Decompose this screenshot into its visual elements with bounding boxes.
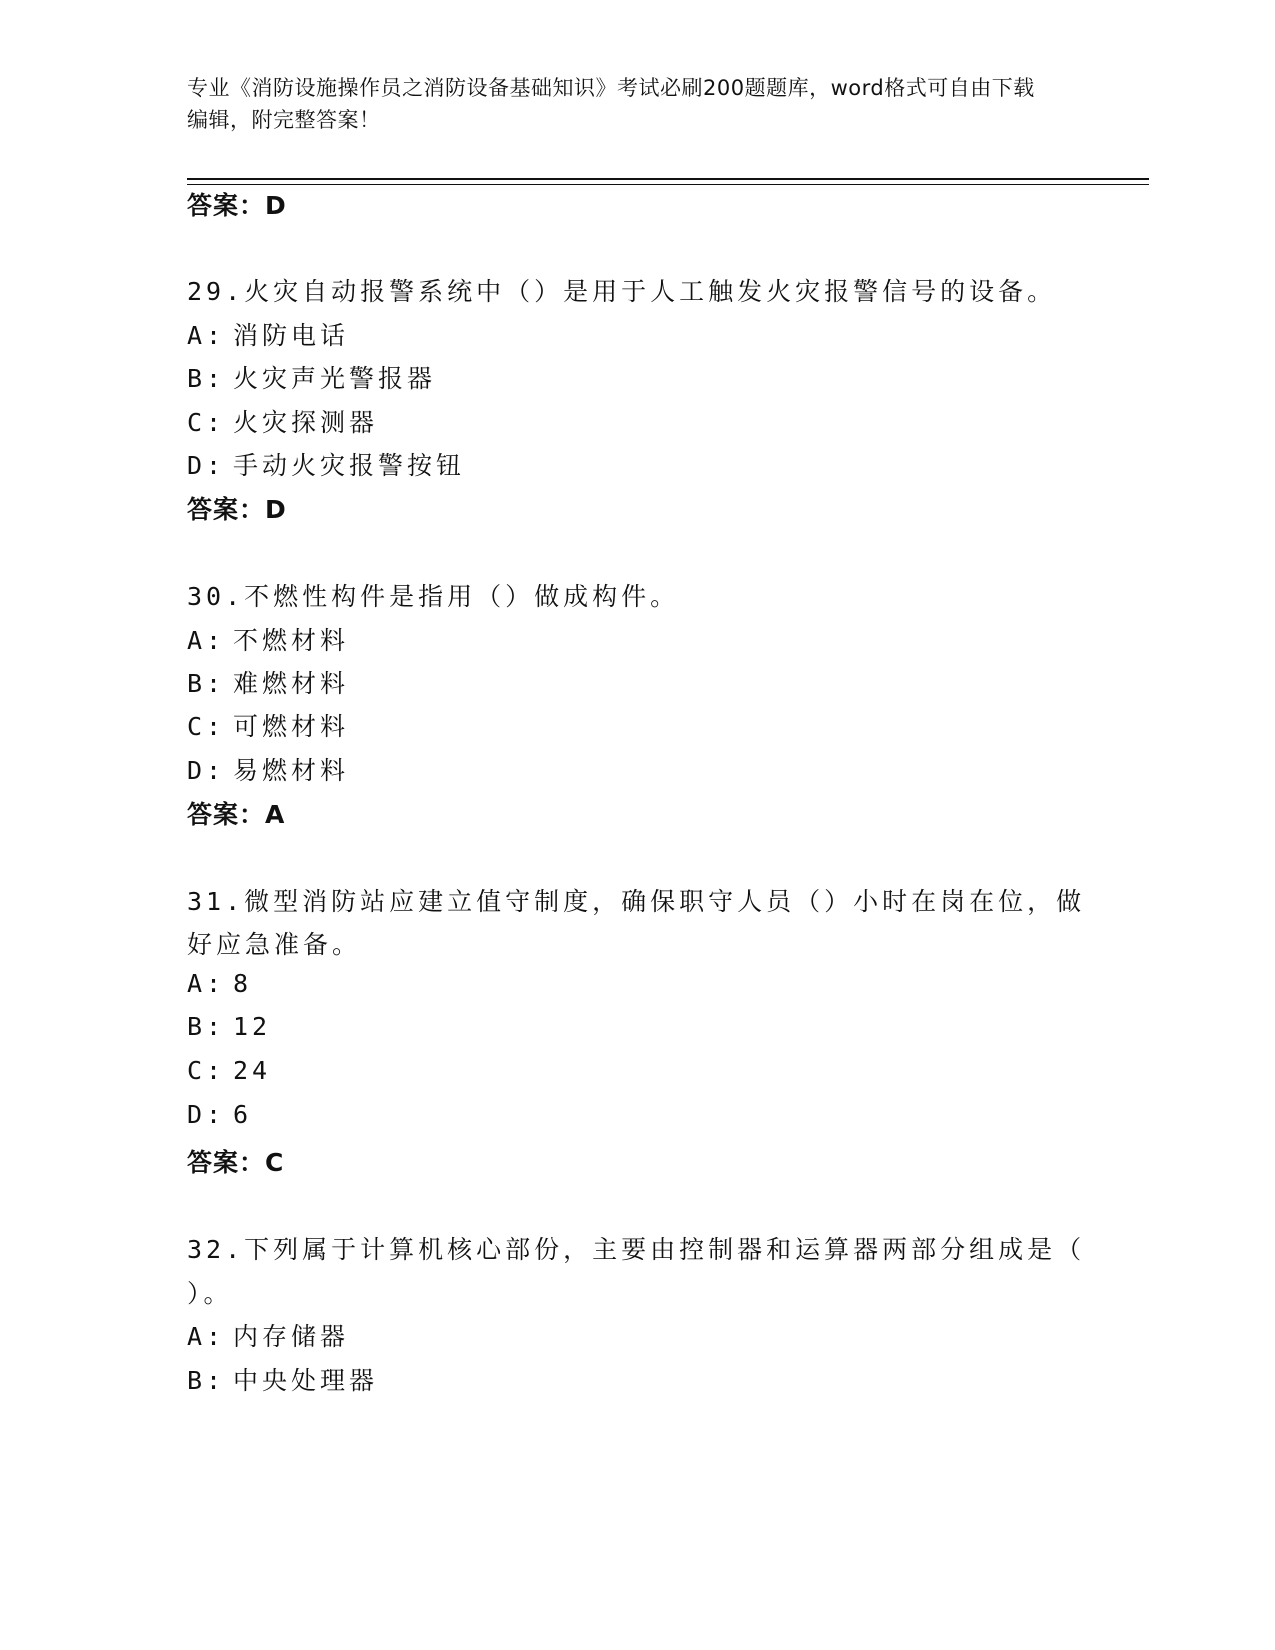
- option-a: [187, 621, 349, 657]
- option-text: 12: [233, 1012, 272, 1041]
- option-d: [187, 1100, 252, 1129]
- option-text: 消防电话: [233, 321, 350, 350]
- option-text: 手动火灾报警按钮: [233, 451, 466, 480]
- option-a: [187, 1317, 349, 1353]
- option-key: D:: [187, 451, 226, 480]
- option-key: C:: [187, 1056, 226, 1085]
- option-key: D:: [187, 756, 226, 785]
- question-stem: 29.火灾自动报警系统中（）是用于人工触发火灾报警信号的设备。: [187, 277, 1057, 306]
- option-d: [187, 751, 349, 787]
- option-key: B:: [187, 1366, 226, 1395]
- option-text: 火灾探测器: [233, 408, 379, 437]
- option-key: C:: [187, 712, 226, 741]
- option-text: 内存储器: [233, 1322, 350, 1351]
- answer-line: 答案：A: [187, 800, 286, 829]
- option-key: A:: [187, 321, 226, 350]
- option-key: B:: [187, 669, 226, 698]
- option-b: [187, 359, 436, 395]
- option-key: A:: [187, 969, 226, 998]
- answer-line: 答案：C: [187, 1148, 285, 1177]
- option-text: 6: [233, 1100, 253, 1129]
- option-text: 中央处理器: [233, 1366, 379, 1395]
- option-text: 24: [233, 1056, 272, 1085]
- option-b: [187, 664, 349, 700]
- header-rule-thick: [187, 178, 1149, 180]
- answer-line: 答案：D: [187, 191, 287, 220]
- option-a: [187, 316, 349, 352]
- question-stem: 30.不燃性构件是指用（）做成构件。: [187, 582, 680, 611]
- option-c: [187, 707, 349, 743]
- option-b: [187, 1012, 271, 1041]
- document-header: 专业《消防设施操作员之消防设备基础知识》考试必刷200题题库，word格式可自由下载编辑，附完整答案！: [187, 76, 1035, 132]
- option-key: B:: [187, 1012, 226, 1041]
- header-rule-thin: [187, 184, 1149, 185]
- option-c: [187, 1056, 271, 1085]
- question-stem-cont: ）。: [187, 1279, 233, 1308]
- option-b: [187, 1361, 378, 1397]
- option-text: 易燃材料: [233, 756, 350, 785]
- option-key: D:: [187, 1100, 226, 1129]
- option-key: A:: [187, 626, 226, 655]
- question-stem: 31.微型消防站应建立值守制度，确保职守人员（）小时在岗在位，做: [187, 887, 1086, 916]
- option-c: [187, 403, 378, 439]
- option-a: [187, 969, 252, 998]
- option-text: 火灾声光警报器: [233, 364, 437, 393]
- question-stem-cont: 好应急准备。: [187, 930, 362, 959]
- option-text: 可燃材料: [233, 712, 350, 741]
- option-key: A:: [187, 1322, 226, 1351]
- question-stem: 32.下列属于计算机核心部份，主要由控制器和运算器两部分组成是（: [187, 1235, 1086, 1264]
- option-text: 8: [233, 969, 253, 998]
- option-key: B:: [187, 364, 226, 393]
- option-d: [187, 446, 465, 482]
- option-key: C:: [187, 408, 226, 437]
- answer-line: 答案：D: [187, 495, 287, 524]
- option-text: 难燃材料: [233, 669, 350, 698]
- option-text: 不燃材料: [233, 626, 350, 655]
